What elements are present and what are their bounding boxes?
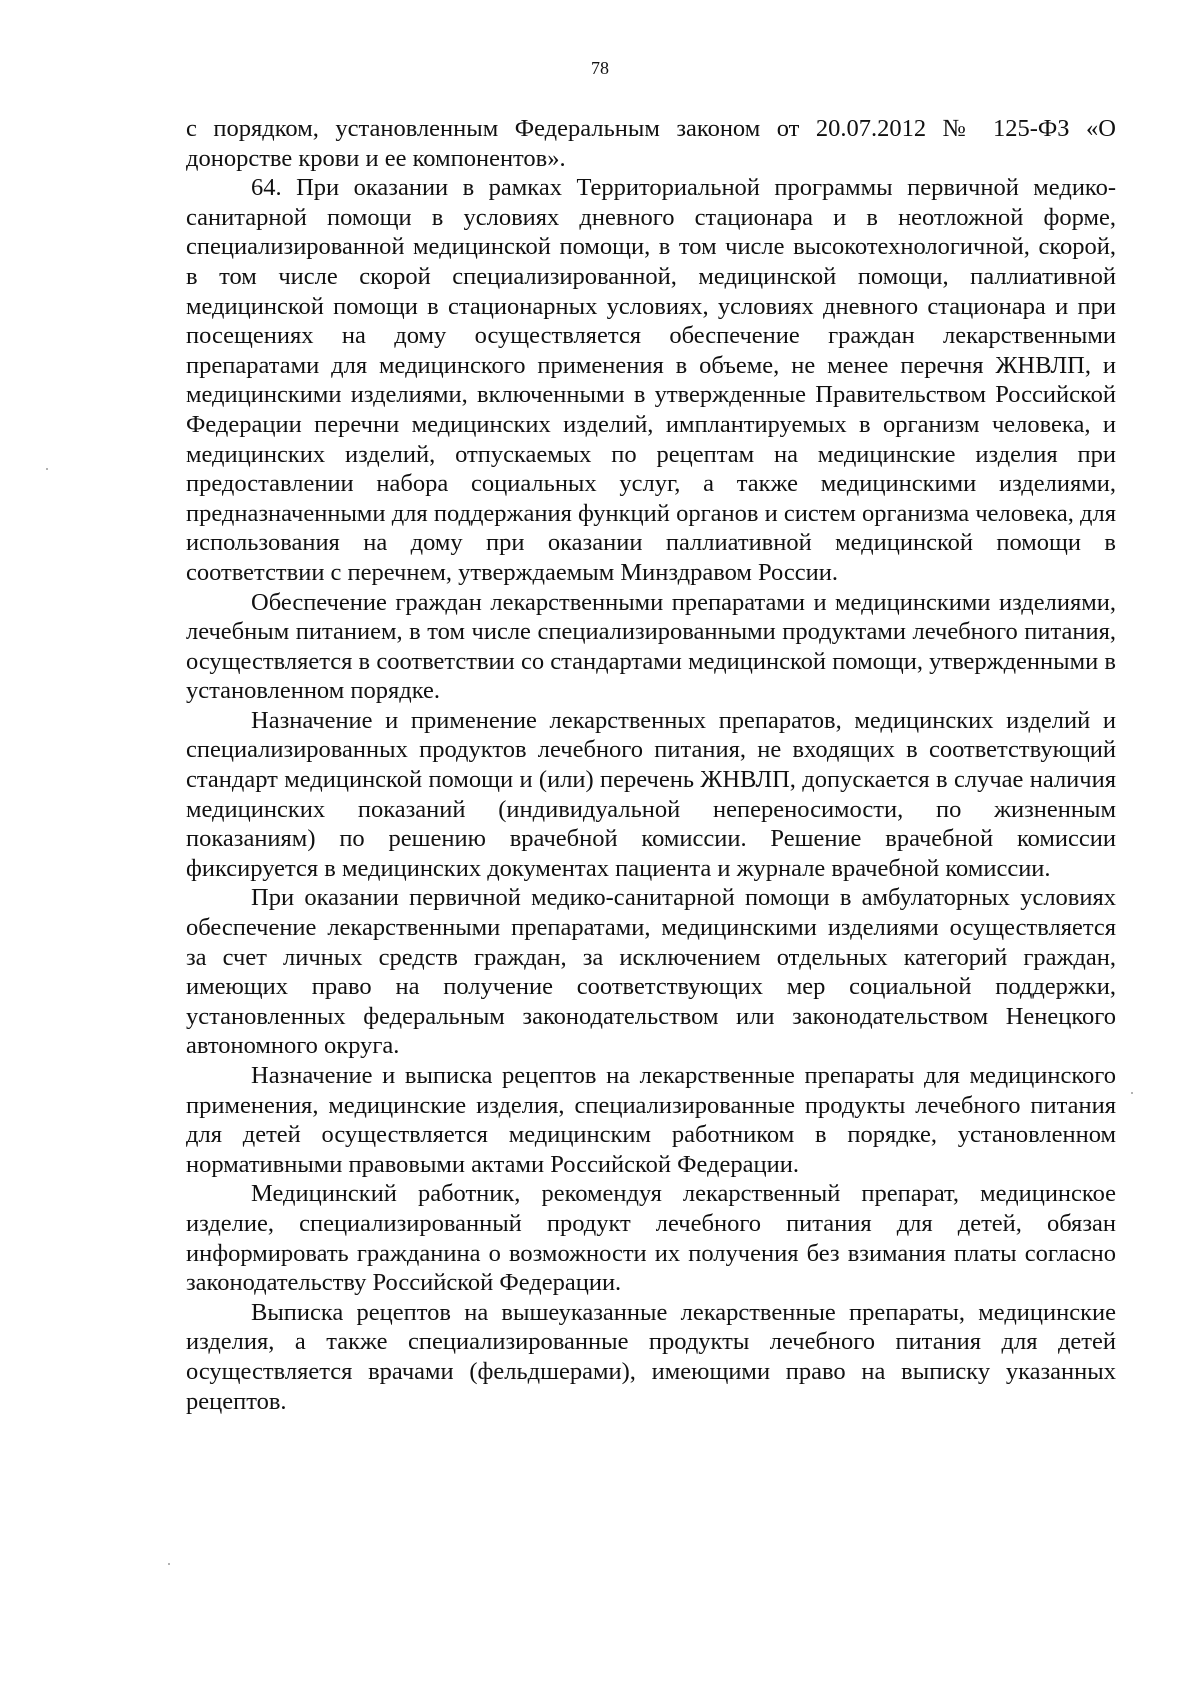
paragraph-item-64: 64. При оказании в рамках Территориальной программы первичной медико-санитарной помощи в условиях дневного стационара и в неотложной форме, специализированной медицинской помощи, в том числе высокотехнологичной, скорой, в том числе скорой специализированной, медицинской помощи, паллиативной медицинской помощи в стационарных условиях, условиях дневного стационара и при посещениях на дому осуществляется обеспечение граждан лекарственными препаратами для медицинского применения в объеме, не менее перечня ЖНВЛП, и медицинскими изделиями, включенными в утвержденные Правительством Российской Федерации перечни медицинских изделий, имплантируемых в организм человека, и медицинских изделий, отпускаемых по рецептам на медицинские изделия при предоставлении набора социальных услуг, а также медицинскими изделиями, предназначенными для поддержания функций органов и систем организма человека, для использования на дому при оказании паллиативной медицинской помощи в соответствии с перечнем, утверждаемым Минздравом России. — [186, 174, 1116, 586]
paragraph-outpatient-provision: При оказании первичной медико-санитарной помощи в амбулаторных условиях обеспечение лекарственными препаратами, медицинскими изделиями осуществляется за счет личных средств граждан, за исключением отдельных категорий граждан, имеющих право на получение соответствующих мер социальной поддержки, установленных федеральным законодательством или законодательством Ненецкого автономного округа. — [186, 884, 1116, 1060]
paragraph-prescription-issuance: Назначение и выписка рецептов на лекарственные препараты для медицинского применения, медицинские изделия, специализированные продукты лечебного питания для детей осуществляется медицинским работником в порядке, установленном нормативными правовыми актами Российской Федерации. — [186, 1062, 1116, 1178]
page-number: 78 — [591, 58, 609, 78]
paragraph-medical-worker-duty: Медицинский работник, рекомендуя лекарственный препарат, медицинское изделие, специализированный продукт лечебного питания для детей, обязан информировать гражданина о возможности их получения без взимания платы согласно законодательству Российской Федерации. — [186, 1180, 1116, 1297]
paragraph-prescribers: Выписка рецептов на вышеуказанные лекарственные препараты, медицинские изделия, а также специализированные продукты лечебного питания для детей осуществляется врачами (фельдшерами), имеющими право на выписку указанных рецептов. — [186, 1298, 1116, 1415]
scan-speck — [168, 1563, 170, 1565]
scan-speck — [46, 468, 48, 470]
document-body — [186, 114, 1116, 1416]
paragraph-provision-standards: Обеспечение граждан лекарственными препаратами и медицинскими изделиями, лечебным питанием, в том числе специализированными продуктами лечебного питания, осуществляется в соответствии со стандартами медицинской помощи, утвержденными в установленном порядке. — [186, 588, 1116, 705]
scan-speck — [1131, 1092, 1133, 1094]
paragraph-continuation: с порядком, установленным Федеральным законом от 20.07.2012 № 125-ФЗ «О донорстве крови и ее компонентов». — [186, 115, 1116, 172]
paragraph-prescription-outside-standard: Назначение и применение лекарственных препаратов, медицинских изделий и специализированных продуктов лечебного питания, не входящих в соответствующий стандарт медицинской помощи и (или) перечень ЖНВЛП, допускается в случае наличия медицинских показаний (индивидуальной непереносимости, по жизненным показаниям) по решению врачебной комиссии. Решение врачебной комиссии фиксируется в медицинских документах пациента и журнале врачебной комиссии. — [186, 706, 1116, 882]
